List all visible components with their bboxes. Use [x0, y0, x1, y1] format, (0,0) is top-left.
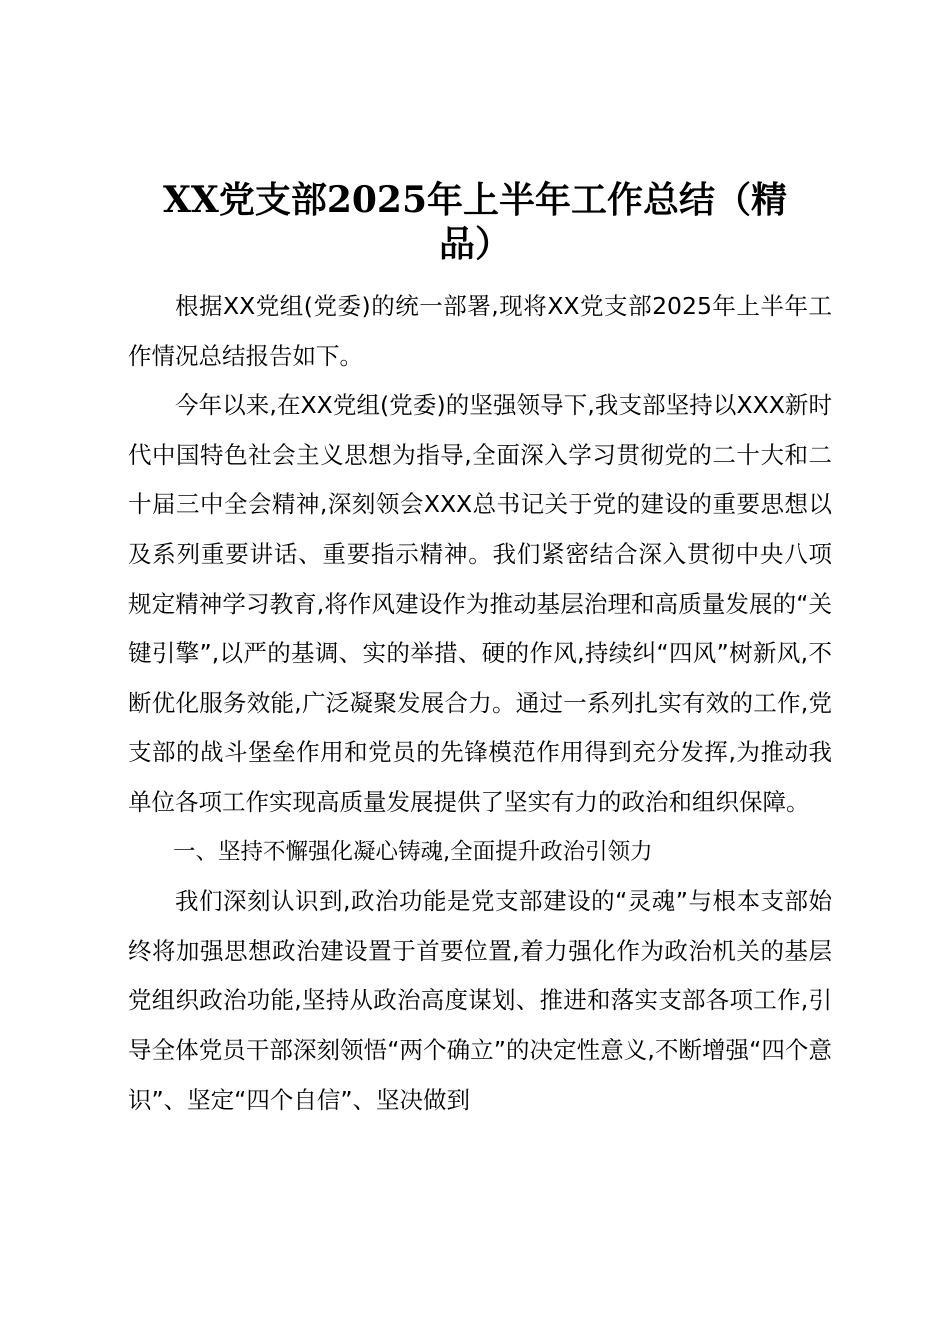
overview-paragraph: 今年以来,在XX党组(党委)的坚强领导下,我支部坚持以XXX新时代中国特色社会主义思想为指导,全面深入学习贯彻党的二十大和二十届三中全会精神,深刻领会XXX总书记关于党的建设的重要思想以及系列重要讲话、重要指示精神。我们紧密结合深入贯彻中央八项规定精神学习教育,将作风建设作为推动基层治理和高质量发展的“关键引擎”,以严的基调、实的举措、硬的作风,持续纠“四风”树新风,不断优化服务效能,广泛凝聚发展合力。通过一系列扎实有效的工作,党支部的战斗堡垒作用和党员的先锋模范作用得到充分发挥,为推动我单位各项工作实现高质量发展提供了坚实有力的政治和组织保障。 [128, 391, 832, 816]
document-title-line-1: XX党支部2025年上半年工作总结（精 [162, 179, 788, 221]
document-title [100, 178, 850, 266]
section-1-paragraph: 我们深刻认识到,政治功能是党支部建设的“灵魂”与根本支部始终将加强思想政治建设置于首要位置,着力强化作为政治机关的基层党组织政治功能,坚持从政治高度谋划、推进和落实支部各项工作,引导全体党员干部深刻领悟“两个确立”的决定性意义,不断增强“四个意识”、坚定“四个自信”、坚决做到 [128, 887, 832, 1114]
intro-paragraph: 根据XX党组(党委)的统一部署,现将XX党支部2025年上半年工作情况总结报告如下。 [128, 292, 832, 370]
document-title-line-2: 品） [438, 223, 511, 265]
section-heading-1: 一、坚持不懈强化凝心铸魂,全面提升政治引领力 [173, 838, 653, 865]
document-body [128, 282, 832, 1125]
